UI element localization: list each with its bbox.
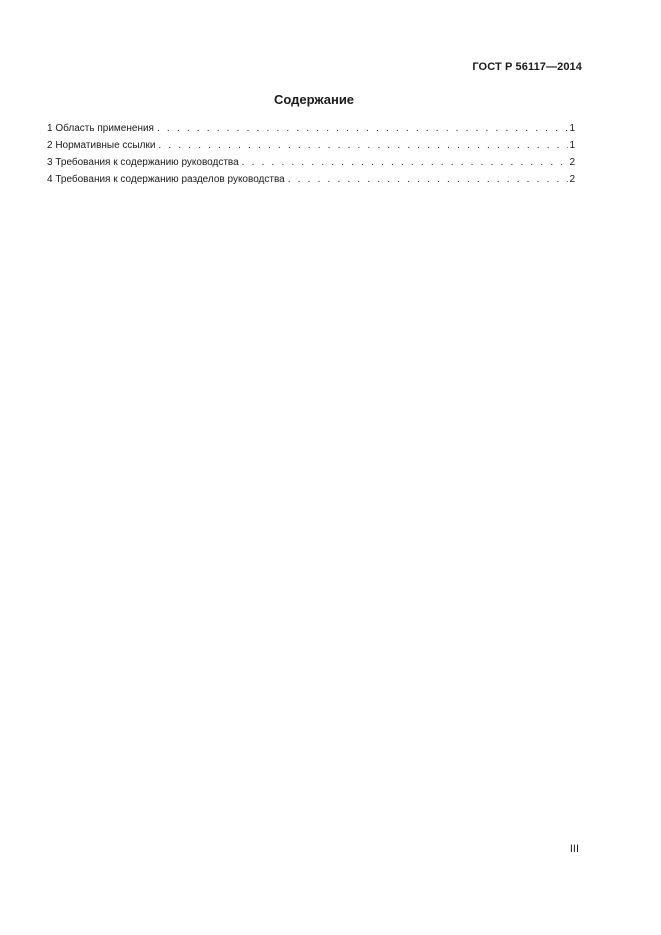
toc-entry-label: 3 Требования к содержанию руководства xyxy=(47,157,239,168)
toc-entry-manual-requirements[interactable] xyxy=(47,154,575,171)
toc-title: Содержание xyxy=(273,92,355,107)
toc-entry-label: 1 Область применения xyxy=(47,123,154,134)
toc-entry-page: 1 xyxy=(569,123,575,134)
toc-entry-section-requirements[interactable] xyxy=(47,171,575,188)
toc-entry-page: 2 xyxy=(569,157,575,168)
toc-entry-normative-references[interactable] xyxy=(47,137,575,154)
toc-leader-dots xyxy=(157,120,568,137)
page-number: III xyxy=(569,843,579,855)
toc-entry-scope[interactable] xyxy=(47,120,575,137)
toc-entry-page: 2 xyxy=(569,174,575,185)
toc-entry-label: 2 Нормативные ссылки xyxy=(47,140,156,151)
toc-entry-label: 4 Требования к содержанию разделов руководства xyxy=(47,174,285,185)
toc-entry-page: 1 xyxy=(569,140,575,151)
table-of-contents xyxy=(47,120,575,188)
toc-leader-dots xyxy=(288,171,569,188)
toc-leader-dots xyxy=(158,137,568,154)
toc-leader-dots xyxy=(242,154,569,171)
standard-id: ГОСТ Р 56117—2014 xyxy=(472,61,582,73)
